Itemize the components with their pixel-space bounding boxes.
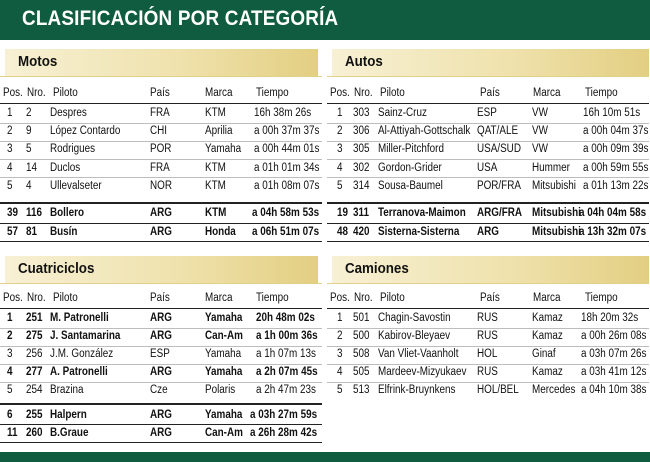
cell-pais: ARG	[150, 366, 172, 378]
col-tiempo: Tiempo	[585, 87, 618, 99]
divider	[0, 442, 322, 443]
cell-tiempo: 16h 10m 51s	[583, 107, 641, 119]
cell-marca: Kamaz	[532, 366, 563, 378]
cell-marca: Mitsubishi	[532, 207, 581, 219]
panel-header	[332, 256, 649, 283]
cell-nro: 500	[353, 330, 370, 342]
cell-pais: HOL	[477, 348, 498, 360]
cell-nro: 2	[26, 107, 32, 119]
column-headers	[0, 85, 322, 103]
cell-tiempo: a 00h 59m 55s	[583, 161, 649, 174]
table-row	[327, 205, 649, 223]
table-row	[0, 123, 322, 141]
divider	[0, 283, 322, 284]
col-tiempo: Tiempo	[256, 292, 289, 304]
cell-pos: 4	[337, 161, 343, 174]
cell-pos: 1	[7, 312, 13, 324]
table-row	[0, 364, 322, 382]
cell-pos: 3	[337, 143, 343, 156]
cell-tiempo: a 03h 27m 59s	[250, 409, 318, 421]
divider	[0, 241, 322, 242]
cell-pais: ARG	[150, 225, 172, 238]
divider	[327, 308, 649, 309]
table-row	[327, 364, 649, 382]
cell-tiempo: a 04h 10m 38s	[581, 384, 647, 396]
col-marca: Marca	[533, 87, 561, 99]
cell-marca: VW	[532, 107, 548, 119]
col-nro: Nro.	[27, 292, 46, 304]
cell-tiempo: a 00h 09m 39s	[583, 143, 649, 156]
cell-piloto: A. Patronelli	[50, 366, 108, 378]
cell-pos: 4	[337, 366, 343, 378]
cell-marca: Kamaz	[532, 312, 563, 324]
cell-tiempo: a 01h 08m 07s	[254, 179, 320, 192]
cell-pos: 48	[337, 225, 349, 238]
cell-tiempo: a 2h 07m 45s	[256, 366, 318, 378]
col-piloto: Piloto	[53, 87, 78, 99]
cell-tiempo: 18h 20m 32s	[581, 312, 639, 324]
col-nro: Nro.	[354, 87, 373, 99]
cell-marca: Yamaha	[205, 366, 243, 378]
cell-tiempo: a 03h 07m 26s	[581, 348, 647, 360]
cell-nro: 306	[353, 125, 370, 138]
cell-pos: 1	[337, 312, 343, 324]
table-row	[0, 407, 322, 425]
cell-tiempo: 20h 48m 02s	[256, 312, 315, 324]
column-headers	[0, 290, 322, 308]
cell-marca: Mercedes	[532, 384, 576, 396]
cell-marca: Ginaf	[532, 348, 556, 360]
cell-marca: Kamaz	[532, 330, 563, 342]
cell-nro: 513	[353, 384, 370, 396]
cell-pais: RUS	[477, 312, 498, 324]
cell-pos: 11	[7, 427, 18, 439]
cell-piloto: López Contardo	[50, 125, 121, 138]
cell-marca: Polaris	[205, 384, 236, 396]
cell-marca: Aprilia	[205, 125, 233, 138]
title-bar	[0, 0, 650, 40]
col-pais: País	[480, 292, 500, 304]
col-piloto: Piloto	[53, 292, 78, 304]
col-nro: Nro.	[354, 292, 373, 304]
divider	[0, 308, 322, 309]
cell-marca: Mitsubishi	[532, 179, 576, 192]
table-row	[0, 425, 322, 443]
cell-piloto: Sainz-Cruz	[378, 107, 427, 119]
cell-pais: ESP	[150, 348, 170, 360]
col-pos: Pos.	[3, 292, 23, 304]
cell-pais: USA	[477, 161, 498, 174]
col-marca: Marca	[205, 292, 233, 304]
cell-nro: 81	[26, 225, 38, 238]
cell-pos: 5	[337, 179, 343, 192]
cell-piloto: J. Santamarina	[50, 330, 121, 342]
col-pais: País	[150, 87, 170, 99]
cell-pos: 3	[7, 348, 13, 360]
table-row	[0, 224, 322, 242]
cell-marca: Yamaha	[205, 348, 242, 360]
table-row	[0, 346, 322, 364]
cell-marca: Yamaha	[205, 409, 243, 421]
cell-tiempo: a 13h 32m 07s	[579, 225, 647, 238]
cell-nro: 305	[353, 143, 370, 156]
col-tiempo: Tiempo	[256, 87, 289, 99]
cell-marca: Honda	[205, 225, 236, 238]
col-pais: País	[150, 292, 170, 304]
cell-piloto: Kabirov-Bleyaev	[378, 330, 451, 342]
cell-pos: 3	[7, 143, 13, 156]
cell-tiempo: a 00h 04m 37s	[583, 125, 649, 138]
cell-pos: 6	[7, 409, 13, 421]
cell-pos: 2	[7, 125, 13, 138]
cell-pais: ARG	[477, 225, 499, 238]
cell-nro: 501	[353, 312, 370, 324]
table-row	[0, 178, 322, 196]
cell-tiempo: a 01h 13m 22s	[583, 179, 649, 192]
cell-piloto: Van Vliet-Vaanholt	[378, 348, 459, 360]
table-row	[0, 205, 322, 223]
cell-pos: 19	[337, 207, 349, 219]
cell-pos: 1	[337, 107, 343, 119]
cell-nro: 277	[26, 366, 43, 378]
table-row	[327, 310, 649, 328]
cell-pais: FRA	[150, 107, 170, 119]
cell-tiempo: a 04h 58m 53s	[252, 207, 320, 219]
col-tiempo: Tiempo	[585, 292, 618, 304]
cell-pos: 57	[7, 225, 19, 238]
cell-nro: 251	[26, 312, 43, 324]
cell-piloto: Halpern	[50, 409, 87, 421]
cell-pos: 2	[7, 330, 13, 342]
cell-pais: RUS	[477, 366, 498, 378]
cell-pos: 4	[7, 161, 13, 174]
cell-pos: 2	[337, 125, 343, 138]
cell-pais: QAT/ALE	[477, 125, 519, 138]
cell-marca: Hummer	[532, 161, 570, 174]
cell-marca: KTM	[205, 107, 226, 119]
col-pais: País	[480, 87, 500, 99]
cell-piloto: Gordon-Grider	[378, 161, 442, 174]
table-row	[327, 224, 649, 242]
column-headers	[327, 85, 649, 103]
col-piloto: Piloto	[380, 292, 405, 304]
panel-title: Camiones	[345, 261, 409, 277]
table-row	[327, 382, 649, 400]
panel-autos	[327, 49, 649, 244]
table-row	[0, 141, 322, 159]
cell-tiempo: a 26h 28m 42s	[250, 427, 318, 439]
cell-piloto: Terranova-Maimon	[378, 207, 466, 219]
cell-piloto: Brazina	[50, 384, 84, 396]
table-row	[0, 310, 322, 328]
cell-tiempo: a 00h 37m 37s	[254, 125, 320, 138]
cell-tiempo: a 03h 41m 12s	[581, 366, 647, 378]
panel-header	[5, 49, 318, 76]
cell-pais: ESP	[477, 107, 497, 119]
cell-pos: 4	[7, 366, 13, 378]
col-pos: Pos.	[330, 87, 350, 99]
cell-piloto: Al-Attiyah-Gottschalk	[378, 125, 471, 138]
cell-pais: ARG	[150, 207, 172, 219]
bottom-bar	[0, 452, 650, 462]
cell-tiempo: a 00h 44m 01s	[254, 143, 320, 156]
cell-pais: CHI	[150, 125, 168, 138]
divider	[0, 76, 322, 77]
table-row	[327, 346, 649, 364]
table-row	[0, 382, 322, 400]
cell-marca: VW	[532, 125, 548, 138]
cell-pais: FRA	[150, 161, 170, 174]
cell-piloto: Sousa-Baumel	[378, 179, 443, 192]
cell-piloto: Ullevalseter	[50, 179, 102, 192]
panel-camiones	[327, 256, 649, 406]
cell-piloto: Rodrigues	[50, 143, 96, 156]
cell-nro: 508	[353, 348, 370, 360]
cell-pais: ARG	[150, 312, 172, 324]
cell-tiempo: a 04h 04m 58s	[579, 207, 647, 219]
cell-pais: NOR	[150, 179, 172, 192]
cell-marca: KTM	[205, 207, 227, 219]
panel-title: Cuatriciclos	[18, 261, 95, 277]
col-piloto: Piloto	[380, 87, 405, 99]
panel-title: Motos	[18, 54, 58, 70]
cell-piloto: Bollero	[50, 207, 85, 219]
table-row	[327, 178, 649, 196]
cell-marca: VW	[532, 143, 548, 156]
table-row	[0, 105, 322, 123]
cell-nro: 254	[26, 384, 43, 396]
panel-cuatriciclos	[0, 256, 322, 446]
divider	[327, 202, 649, 204]
panel-header	[5, 256, 318, 283]
cell-nro: 9	[26, 125, 32, 138]
cell-marca: Yamaha	[205, 312, 243, 324]
cell-piloto: Mardeev-Mizyukaev	[378, 366, 467, 378]
cell-pos: 3	[337, 348, 343, 360]
cell-tiempo: a 00h 26m 08s	[581, 330, 647, 342]
table-row	[327, 123, 649, 141]
cell-pais: Cze	[150, 384, 168, 396]
cell-nro: 275	[26, 330, 43, 342]
cell-pos: 2	[337, 330, 343, 342]
cell-nro: 420	[353, 225, 370, 238]
cell-piloto: Sisterna-Sisterna	[378, 225, 460, 238]
divider	[0, 403, 322, 405]
col-nro: Nro.	[27, 87, 46, 99]
cell-pos: 39	[7, 207, 19, 219]
table-row	[327, 328, 649, 346]
cell-piloto: Chagin-Savostin	[378, 312, 451, 324]
cell-piloto: Despres	[50, 107, 87, 119]
page-title: CLASIFICACIÓN POR CATEGORÍA	[22, 7, 339, 30]
divider	[327, 283, 649, 284]
table-row	[0, 328, 322, 346]
cell-marca: KTM	[205, 161, 226, 174]
cell-nro: 314	[353, 179, 370, 192]
cell-pos: 5	[7, 384, 13, 396]
cell-piloto: J.M. González	[50, 348, 114, 360]
cell-tiempo: a 2h 47m 23s	[256, 384, 316, 396]
cell-pos: 1	[7, 107, 13, 119]
panel-title: Autos	[345, 54, 383, 70]
cell-pais: HOL/BEL	[477, 384, 519, 396]
cell-tiempo: a 06h 51m 07s	[252, 225, 320, 238]
cell-marca: Can-Am	[205, 427, 243, 439]
divider	[327, 76, 649, 77]
cell-marca: Yamaha	[205, 143, 242, 156]
cell-tiempo: a 1h 07m 13s	[256, 348, 316, 360]
cell-tiempo: 16h 38m 26s	[254, 107, 312, 119]
cell-pais: POR/FRA	[477, 179, 521, 192]
cell-piloto: Busín	[50, 225, 78, 238]
cell-piloto: B.Graue	[50, 427, 89, 439]
col-pos: Pos.	[3, 87, 23, 99]
table-row	[0, 160, 322, 178]
divider	[0, 202, 322, 204]
cell-tiempo: a 1h 00m 36s	[256, 330, 318, 342]
col-marca: Marca	[205, 87, 233, 99]
cell-nro: 4	[26, 179, 32, 192]
cell-pais: POR	[150, 143, 172, 156]
table-row	[327, 160, 649, 178]
cell-pos: 5	[337, 384, 343, 396]
cell-marca: Mitsubishi	[532, 225, 581, 238]
cell-piloto: Miller-Pitchford	[378, 143, 444, 156]
panel-header	[332, 49, 649, 76]
cell-pais: USA/SUD	[477, 143, 521, 156]
cell-nro: 260	[26, 427, 43, 439]
divider	[327, 241, 649, 242]
cell-nro: 505	[353, 366, 370, 378]
panel-motos	[0, 49, 322, 244]
cell-pais: RUS	[477, 330, 498, 342]
cell-piloto: M. Patronelli	[50, 312, 109, 324]
cell-nro: 14	[26, 161, 38, 174]
cell-piloto: Elfrink-Bruynkens	[378, 384, 456, 396]
table-row	[327, 141, 649, 159]
cell-nro: 302	[353, 161, 370, 174]
cell-nro: 116	[26, 207, 42, 219]
column-headers	[327, 290, 649, 308]
cell-pos: 5	[7, 179, 13, 192]
col-pos: Pos.	[330, 292, 350, 304]
cell-pais: ARG/FRA	[477, 207, 523, 219]
cell-nro: 5	[26, 143, 32, 156]
cell-pais: ARG	[150, 427, 172, 439]
cell-marca: Can-Am	[205, 330, 243, 342]
cell-nro: 256	[26, 348, 43, 360]
cell-tiempo: a 01h 01m 34s	[254, 161, 320, 174]
divider	[0, 103, 322, 104]
cell-pais: ARG	[150, 409, 172, 421]
cell-piloto: Duclos	[50, 161, 81, 174]
cell-marca: KTM	[205, 179, 226, 192]
cell-nro: 311	[353, 207, 369, 219]
cell-nro: 255	[26, 409, 43, 421]
col-marca: Marca	[533, 292, 561, 304]
cell-pais: ARG	[150, 330, 172, 342]
table-row	[327, 105, 649, 123]
divider	[327, 103, 649, 104]
cell-nro: 303	[353, 107, 370, 119]
